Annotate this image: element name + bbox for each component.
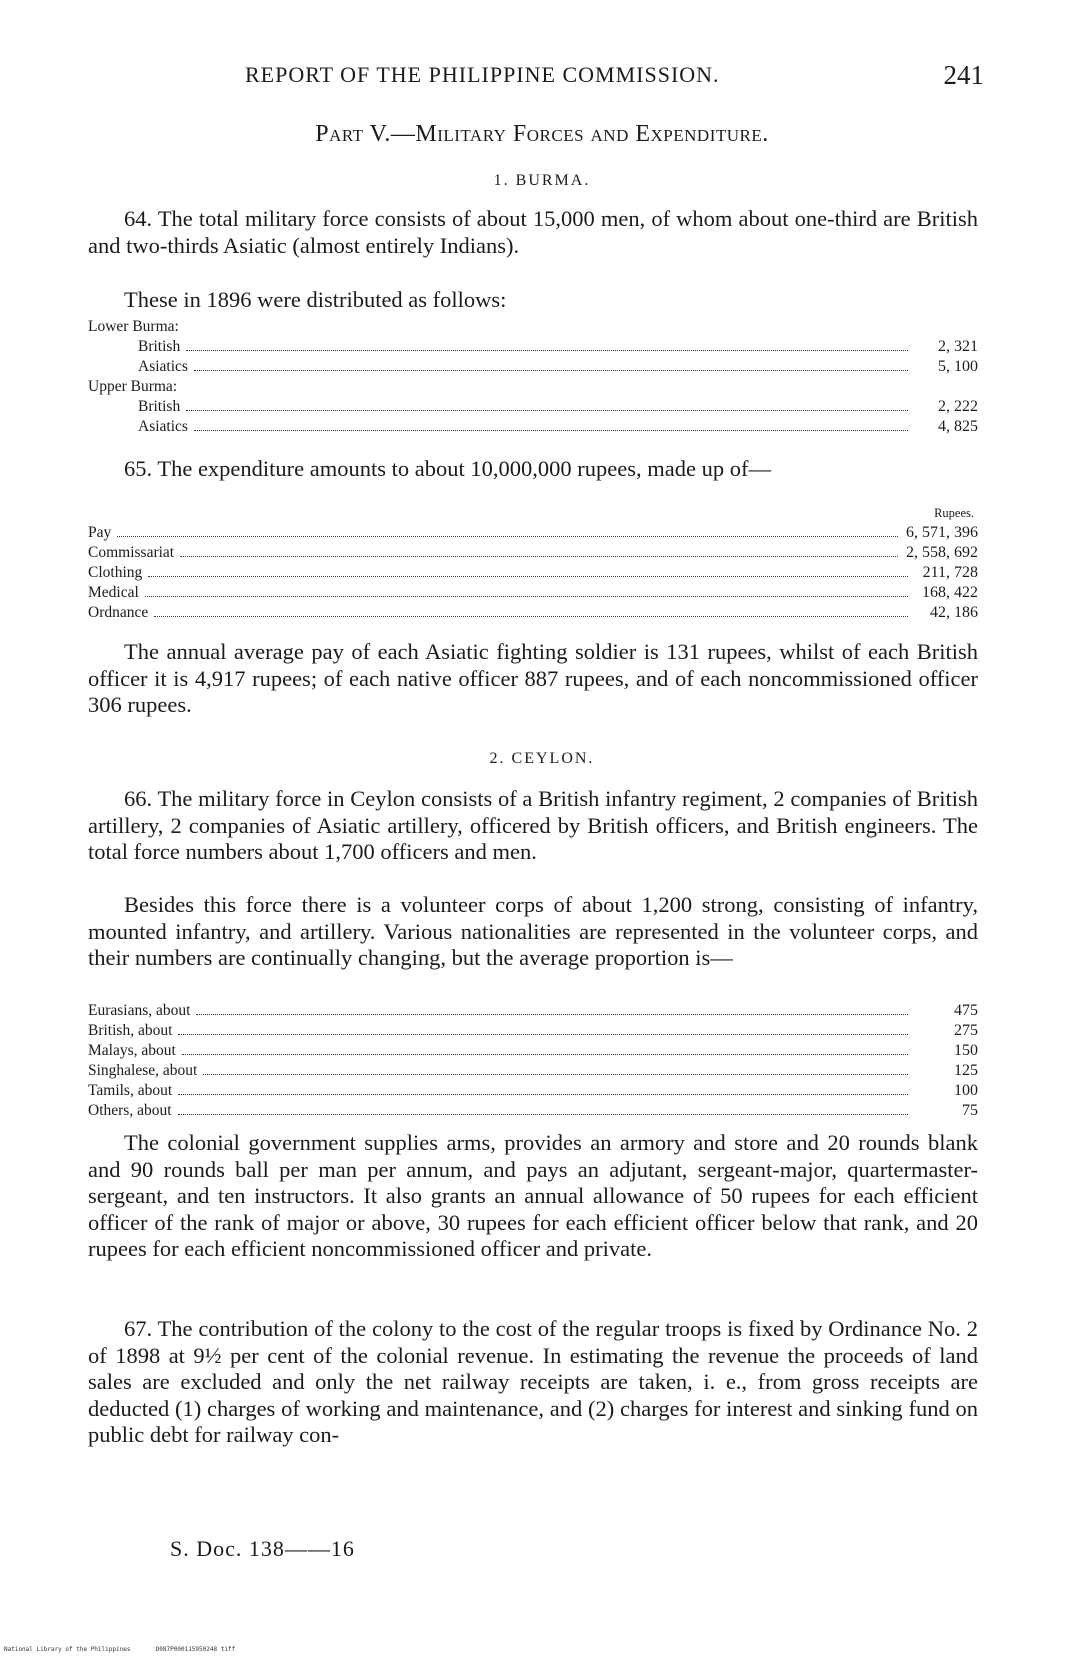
volunteer-row-value: 125: [954, 1062, 978, 1079]
volunteer-row: [88, 1080, 978, 1100]
library-name: National Library of the Philippines: [4, 1646, 131, 1653]
expenditure-row-label: Medical: [88, 584, 139, 601]
document-signature: S. Doc. 138——16: [170, 1536, 355, 1561]
dot-leader: [180, 555, 898, 557]
expenditure-row: [88, 542, 978, 562]
expenditure-row: [88, 582, 978, 602]
expenditure-column-header: Rupees.: [934, 506, 974, 520]
distribution-row-value: 2, 321: [938, 338, 978, 355]
paragraph-66: 66. The military force in Ceylon consists of a British infantry regiment, 2 companies of British artillery, 2 companies of Asiatic artillery, officered by British officers, and British engineers. The total force numbers about 1,700 officers and men.: [88, 786, 978, 864]
volunteer-row-value: 75: [962, 1102, 978, 1119]
volunteer-row: [88, 1100, 978, 1120]
volunteer-row-label: Tamils, about: [88, 1082, 173, 1099]
distribution-row: [88, 416, 978, 436]
volunteer-row-label: Malays, about: [88, 1042, 176, 1059]
expenditure-row: [88, 602, 978, 622]
dot-leader: [148, 575, 908, 577]
volunteer-row: [88, 1000, 978, 1020]
dot-leader: [196, 1013, 908, 1015]
distribution-row-value: 5, 100: [938, 358, 978, 375]
paragraph-annual-pay: The annual average pay of each Asiatic fighting soldier is 131 rupees, whilst of each British officer it is 4,917 rupees; of each native officer 887 rupees, and of each noncommissioned officer 306 rupees.: [88, 639, 978, 717]
expenditure-row: [88, 522, 978, 542]
volunteer-row-value: 275: [954, 1022, 978, 1039]
distribution-row-label: Upper Burma:: [88, 378, 178, 395]
paragraph-64: 64. The total military force consists of about 15,000 men, of whom about one-third are British and two-thirds Asiatic (almost entirely Indians).: [88, 206, 978, 258]
expenditure-row-label: Ordnance: [88, 604, 149, 621]
page-number: 241: [943, 60, 984, 90]
volunteer-row-value: 150: [954, 1042, 978, 1059]
distribution-row: [88, 376, 978, 396]
dot-leader: [203, 1073, 908, 1075]
section-heading-ceylon: 2. CEYLON.: [489, 750, 595, 767]
expenditure-row-label: Clothing: [88, 564, 143, 581]
dot-leader: [154, 615, 908, 617]
dot-leader: [178, 1093, 908, 1095]
dot-leader: [178, 1113, 908, 1115]
distribution-row-label: British: [138, 338, 181, 355]
burma-expenditure-table: [88, 506, 978, 622]
dot-leader: [186, 409, 908, 411]
distribution-row-label: Asiatics: [138, 418, 188, 435]
paragraph-67: 67. The contribution of the colony to the cost of the regular troops is fixed by Ordinance No. 2 of 1898 at 9½ per cent of the colonial revenue. In estimating the revenue the proceeds of land sales are excluded and only the net railway receipts are taken, i. e., from gross receipts are deducted (1) charges of working and maintenance, and (2) charges for interest and sinking fund on public debt for railway con-: [88, 1316, 978, 1447]
volunteer-row-value: 475: [954, 1002, 978, 1019]
expenditure-row-value: 211, 728: [922, 564, 978, 581]
scan-info-strip: [4, 1646, 235, 1653]
scan-file-id: D087P000115950248 tiff: [155, 1646, 236, 1653]
distribution-row: [88, 336, 978, 356]
distribution-row-label: British: [138, 398, 181, 415]
paragraph-colonial-government: The colonial government supplies arms, provides an armory and store and 20 rounds blank and 90 rounds ball per man per annum, and pays an adjutant, sergeant-major, quartermaster-sergeant, and ten instructors. It also grants an annual allowance of 50 rupees for each efficient officer of the rank of major or above, 30 rupees for each efficient officer below that rank, and 20 rupees for each efficient noncommissioned officer and private.: [88, 1130, 978, 1261]
volunteer-row-value: 100: [954, 1082, 978, 1099]
distribution-row: [88, 356, 978, 376]
expenditure-row: [88, 562, 978, 582]
paragraph-volunteer-corps: Besides this force there is a volunteer corps of about 1,200 strong, consisting of infantry, mounted infantry, and artillery. Various nationalities are represented in the volunteer corps, and their numbers are continually changing, but the average proportion is—: [88, 892, 978, 970]
expenditure-row-value: 42, 186: [930, 604, 978, 621]
distribution-row-label: Asiatics: [138, 358, 188, 375]
expenditure-row-label: Commissariat: [88, 544, 175, 561]
volunteer-row: [88, 1060, 978, 1080]
volunteer-row: [88, 1020, 978, 1040]
ceylon-volunteer-table: [88, 1000, 978, 1120]
expenditure-row-label: Pay: [88, 524, 112, 541]
dot-leader: [194, 369, 908, 371]
paragraph-65: 65. The expenditure amounts to about 10,000,000 rupees, made up of—: [124, 456, 771, 481]
section-heading-burma: 1. BURMA.: [493, 172, 591, 189]
part-title: Part V.—Military Forces and Expenditure.: [315, 121, 769, 147]
dot-leader: [145, 595, 908, 597]
dot-leader: [194, 429, 908, 431]
distribution-row: [88, 396, 978, 416]
running-header: [0, 60, 1084, 90]
expenditure-rows: [88, 522, 978, 622]
volunteer-row-label: Singhalese, about: [88, 1062, 198, 1079]
paragraph-distribution-intro: These in 1896 were distributed as follows:: [124, 287, 507, 312]
volunteer-row-label: British, about: [88, 1022, 173, 1039]
volunteer-row-label: Eurasians, about: [88, 1002, 191, 1019]
distribution-row-label: Lower Burma:: [88, 318, 179, 335]
dot-leader: [182, 1053, 908, 1055]
running-title: REPORT OF THE PHILIPPINE COMMISSION.: [245, 62, 720, 87]
expenditure-row-value: 168, 422: [922, 584, 978, 601]
distribution-row-value: 2, 222: [938, 398, 978, 415]
dot-leader: [186, 349, 908, 351]
volunteer-row: [88, 1040, 978, 1060]
dot-leader: [117, 535, 898, 537]
expenditure-row-value: 6, 571, 396: [906, 524, 978, 541]
distribution-row-value: 4, 825: [938, 418, 978, 435]
dot-leader: [178, 1033, 908, 1035]
distribution-row: [88, 316, 978, 336]
burma-distribution-table: [88, 316, 978, 436]
expenditure-row-value: 2, 558, 692: [906, 544, 978, 561]
volunteer-row-label: Others, about: [88, 1102, 172, 1119]
